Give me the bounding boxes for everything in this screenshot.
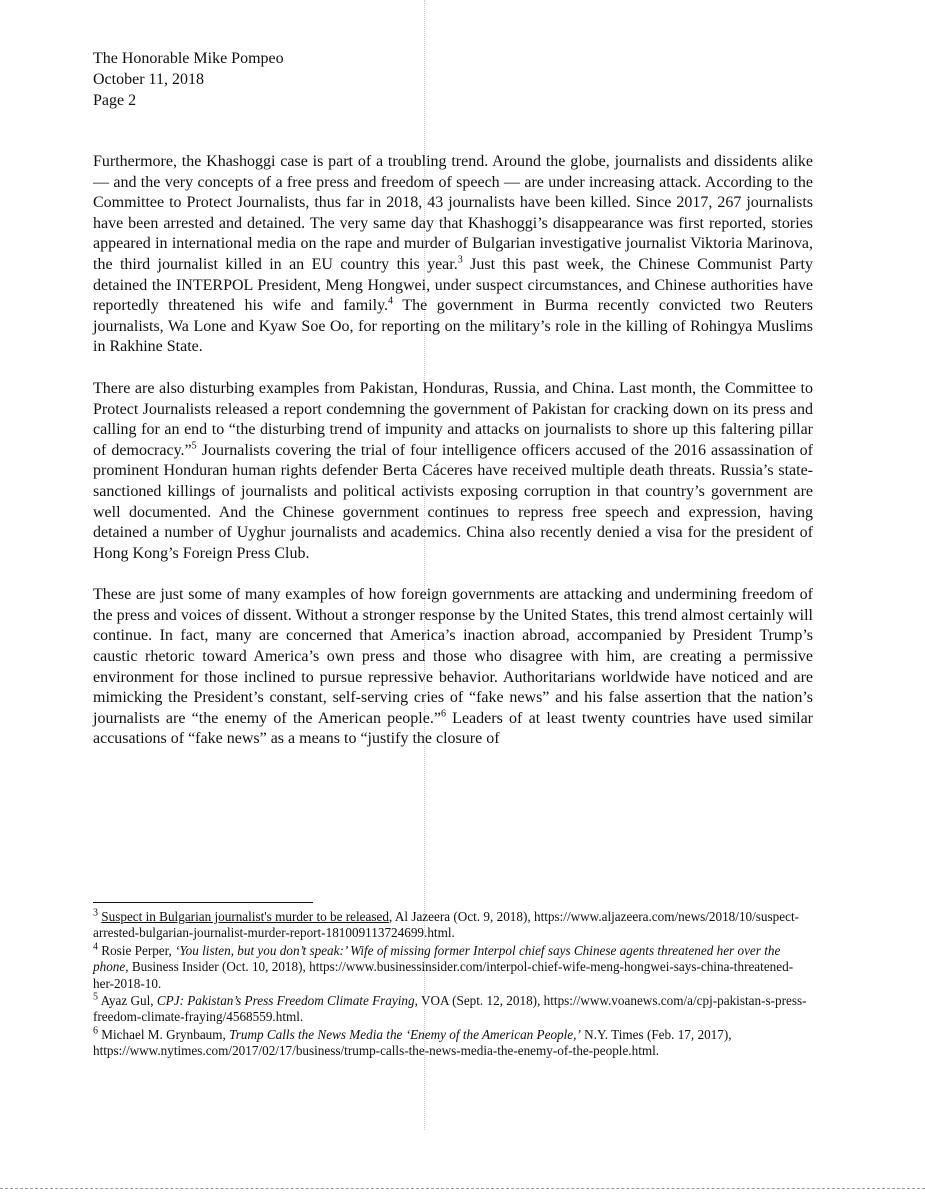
text-run: N.Y. Times (Feb. 17, 2017), https://www.nytimes.com/2017/02/17/business/trump-calls-the-news-media-the-enemy-of-the-people.html. xyxy=(93,1026,732,1059)
citation-title: Suspect in Bulgarian journalist's murder to be released xyxy=(101,909,389,924)
footnote-marker: 5 xyxy=(191,440,197,452)
recipient-line: The Honorable Mike Pompeo xyxy=(93,50,284,67)
citation-title: CPJ: Pakistan’s Press Freedom Climate Fraying xyxy=(156,993,415,1009)
page-number: Page 2 xyxy=(93,92,137,109)
text-run: Leaders of at least twenty countries have used similar accusations of “fake news” as a means to “justify the closure of xyxy=(93,709,814,748)
footnote xyxy=(93,1027,813,1060)
footnote xyxy=(93,943,813,992)
text-run: Rosie Perper, xyxy=(98,942,176,958)
footnote-marker: 6 xyxy=(93,1025,98,1037)
footnotes-section xyxy=(93,909,813,1061)
footnote-divider xyxy=(93,902,313,903)
letter-body xyxy=(93,152,813,771)
text-run: Michael M. Grynbaum, xyxy=(98,1026,230,1042)
footnote-marker: 3 xyxy=(93,907,98,919)
citation-title: Trump Calls the News Media the ‘Enemy of the American People,’ xyxy=(229,1026,581,1042)
body-paragraph xyxy=(93,379,813,564)
text-run: These are just some of many examples of how foreign governments are attacking and undermining freedom of the press and voices of dissent. Without a stronger response by the United States, this trend almost certainly will continue. In fact, many are concerned that America’s inaction abroad, accompanied by President Trump’s caustic rhetoric toward America’s own press and those who disagree with him, are creating a permissive environment for those inclined to pursue repressive behavior. Authoritarians worldwide have noticed and are mimicking the President’s constant, self-serving cries of “fake news” and his false assertion that the nation’s journalists are “the enemy of the American people.” xyxy=(93,586,813,727)
text-run: The government in Burma recently convicted two Reuters journalists, Wa Lone and Kyaw Soe Oo, for reporting on the military’s role in the killing of Rohingya Muslims in Rakhine State. xyxy=(93,297,814,356)
date-line: October 11, 2018 xyxy=(93,71,204,88)
footnote-marker: 3 xyxy=(457,254,463,266)
text-run: Furthermore, the Khashoggi case is part of a troubling trend. Around the globe, journalists and dissidents alike — and the very concepts of a free press and freedom of speech — are under increasing attack. According to the Committee to Protect Journalists, thus far in 2018, 43 journalists have been killed. Since 2017, 267 journalists have been arrested and detained. The very same day that Khashoggi’s disappearance was first reported, stories appeared in international media on the rape and murder of Bulgarian investigative journalist Viktoria Marinova, the third journalist killed in an EU country this year. xyxy=(93,153,813,273)
scan-bottom-edge xyxy=(0,1188,925,1189)
text-run: Ayaz Gul, xyxy=(98,993,157,1009)
footnote xyxy=(93,909,813,942)
text-run: , Al Jazeera (Oct. 9, 2018), https://www.aljazeera.com/news/2018/10/suspect-arrested-bulgarian-journalist-murder-report-181009113724699.html. xyxy=(93,909,800,941)
body-paragraph xyxy=(93,585,813,750)
footnote-marker: 5 xyxy=(93,991,98,1003)
footnote xyxy=(93,993,813,1026)
footnote-marker: 6 xyxy=(440,708,446,720)
text-run: There are also disturbing examples from Pakistan, Honduras, Russia, and China. Last month, the Committee to Protect Journalists released a report condemning the government of Pakistan for cracking down on its press and calling for an end to “the disturbing trend of impunity and attacks on journalists to shore up this faltering pillar of democracy.” xyxy=(93,379,813,459)
citation-title: ‘You listen, but you don’t speak:’ Wife of missing former Interpol chief says Chinese agents threatened her over the phone xyxy=(93,942,781,975)
letter-header xyxy=(93,48,284,111)
text-run: Journalists covering the trial of four intelligence officers accused of the 2016 assassination of prominent Honduran human rights defender Berta Cáceres have received multiple death threats. Russia’s state-sanctioned killings of journalists and political activists exposing corruption in that country’s government are well documented. And the Chinese government continues to repress free speech and expression, having detained a number of Uyghur journalists and academics. China also recently denied a visa for the president of Hong Kong’s Foreign Press Club. xyxy=(93,441,813,562)
footnote-marker: 4 xyxy=(93,941,98,953)
text-run: Just this past week, the Chinese Communist Party detained the INTERPOL President, Meng Hongwei, under suspect circumstances, and Chinese authorities have reportedly threatened his wife and family. xyxy=(93,255,814,315)
footnote-marker: 4 xyxy=(388,295,394,307)
text-run: , VOA (Sept. 12, 2018), https://www.voanews.com/a/cpj-pakistan-s-press-freedom-climate-fraying/4568559.html. xyxy=(93,993,807,1025)
text-run: , Business Insider (Oct. 10, 2018), https://www.businessinsider.com/interpol-chief-wife-meng-hongwei-says-china-threatened-her-2018-10. xyxy=(93,959,794,991)
body-paragraph xyxy=(93,152,813,358)
